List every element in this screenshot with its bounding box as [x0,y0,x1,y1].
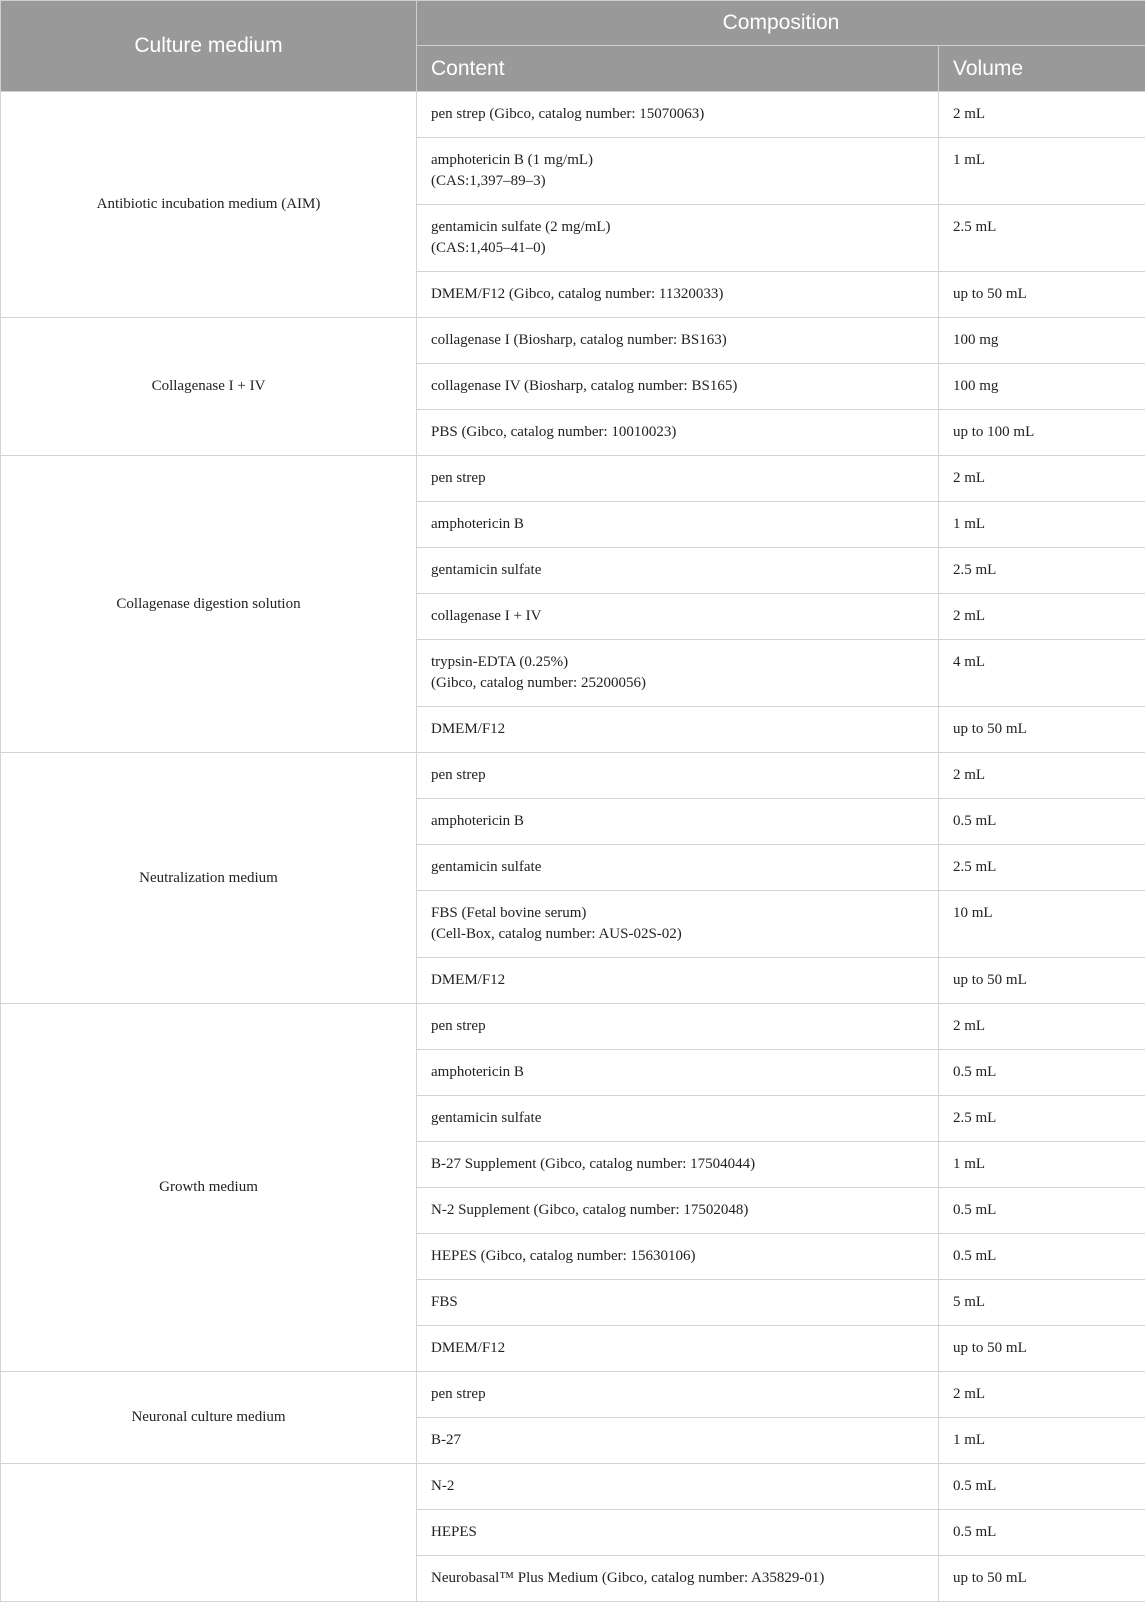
volume-cell: up to 50 mL [939,1326,1145,1372]
content-cell [417,958,939,1004]
table-row [1,318,1145,364]
content-cell [417,1004,939,1050]
volume-cell: 2 mL [939,594,1145,640]
volume-cell: 0.5 mL [939,1050,1145,1096]
content-text: FBS (Fetal bovine serum) [431,903,924,924]
content-cell [417,1096,939,1142]
content-text: DMEM/F12 (Gibco, catalog number: 11320033) [431,284,924,305]
content-text: pen strep [431,1384,924,1405]
content-cell [417,318,939,364]
volume-cell: up to 100 mL [939,410,1145,456]
table-header [1,1,1145,92]
content-cell [417,502,939,548]
volume-cell: 2 mL [939,1004,1145,1050]
volume-cell: up to 50 mL [939,1556,1145,1602]
culture-medium-name: Growth medium [1,1004,417,1372]
content-text: B-27 Supplement (Gibco, catalog number: 17504044) [431,1154,924,1175]
volume-cell: 2.5 mL [939,845,1145,891]
culture-medium-header: Culture medium [1,1,417,92]
content-text: N-2 Supplement (Gibco, catalog number: 17502048) [431,1200,924,1221]
content-text: N-2 [431,1476,924,1497]
culture-medium-name [1,1464,417,1602]
content-text: pen strep [431,1016,924,1037]
content-cell [417,640,939,707]
content-cell [417,1464,939,1510]
content-cell [417,1142,939,1188]
content-cell [417,799,939,845]
content-cell [417,753,939,799]
volume-cell: 2 mL [939,92,1145,138]
volume-cell: 0.5 mL [939,1464,1145,1510]
volume-cell: up to 50 mL [939,272,1145,318]
volume-cell: 1 mL [939,1418,1145,1464]
content-cell [417,1418,939,1464]
volume-header: Volume [939,46,1145,92]
content-text: amphotericin B [431,514,924,535]
content-text: DMEM/F12 [431,719,924,740]
table-row [1,456,1145,502]
content-text: FBS [431,1292,924,1313]
content-cell [417,1372,939,1418]
volume-cell: 2.5 mL [939,548,1145,594]
volume-cell: 0.5 mL [939,1188,1145,1234]
content-text: PBS (Gibco, catalog number: 10010023) [431,422,924,443]
content-cell [417,1510,939,1556]
content-text: collagenase I (Biosharp, catalog number: BS163) [431,330,924,351]
content-cell [417,1326,939,1372]
content-cell [417,594,939,640]
table-body [1,92,1145,1602]
content-text: (CAS:1,405–41–0) [431,238,924,259]
content-header: Content [417,46,939,92]
content-text: pen strep [431,765,924,786]
table-row [1,753,1145,799]
content-text: gentamicin sulfate [431,1108,924,1129]
content-text: gentamicin sulfate (2 mg/mL) [431,217,924,238]
content-cell [417,891,939,958]
content-cell [417,707,939,753]
table-row [1,1372,1145,1418]
content-cell [417,410,939,456]
content-cell [417,1050,939,1096]
content-text: (Gibco, catalog number: 25200056) [431,673,924,694]
content-text: collagenase I + IV [431,606,924,627]
volume-cell: 1 mL [939,1142,1145,1188]
table-row [1,92,1145,138]
content-cell [417,1188,939,1234]
volume-cell: 10 mL [939,891,1145,958]
volume-cell: 100 mg [939,364,1145,410]
content-cell [417,138,939,205]
volume-cell: 0.5 mL [939,1234,1145,1280]
content-cell [417,845,939,891]
volume-cell: up to 50 mL [939,707,1145,753]
content-cell [417,1556,939,1602]
content-text: B-27 [431,1430,924,1451]
volume-cell: 100 mg [939,318,1145,364]
volume-cell: 2 mL [939,753,1145,799]
volume-cell: 5 mL [939,1280,1145,1326]
volume-cell: 2.5 mL [939,205,1145,272]
content-cell [417,456,939,502]
content-text: (Cell-Box, catalog number: AUS-02S-02) [431,924,924,945]
content-text: trypsin-EDTA (0.25%) [431,652,924,673]
content-cell [417,205,939,272]
volume-cell: 4 mL [939,640,1145,707]
content-text: DMEM/F12 [431,970,924,991]
culture-medium-name: Antibiotic incubation medium (AIM) [1,92,417,318]
composition-header: Composition [417,1,1145,46]
content-text: HEPES (Gibco, catalog number: 15630106) [431,1246,924,1267]
content-text: amphotericin B [431,811,924,832]
content-text: HEPES [431,1522,924,1543]
content-cell [417,272,939,318]
content-text: pen strep (Gibco, catalog number: 15070063) [431,104,924,125]
content-cell [417,1234,939,1280]
content-text: DMEM/F12 [431,1338,924,1359]
table-row [1,1464,1145,1510]
culture-medium-name: Neuronal culture medium [1,1372,417,1464]
volume-cell: up to 50 mL [939,958,1145,1004]
content-text: amphotericin B [431,1062,924,1083]
volume-cell: 2.5 mL [939,1096,1145,1142]
table-row [1,1004,1145,1050]
volume-cell: 0.5 mL [939,1510,1145,1556]
content-cell [417,548,939,594]
volume-cell: 1 mL [939,502,1145,548]
content-text: (CAS:1,397–89–3) [431,171,924,192]
culture-medium-name: Neutralization medium [1,753,417,1004]
content-text: gentamicin sulfate [431,560,924,581]
content-cell [417,364,939,410]
content-text: gentamicin sulfate [431,857,924,878]
content-text: collagenase IV (Biosharp, catalog number: BS165) [431,376,924,397]
content-text: amphotericin B (1 mg/mL) [431,150,924,171]
content-cell [417,1280,939,1326]
volume-cell: 2 mL [939,1372,1145,1418]
content-text: pen strep [431,468,924,489]
volume-cell: 0.5 mL [939,799,1145,845]
content-text: Neurobasal™ Plus Medium (Gibco, catalog number: A35829-01) [431,1568,924,1589]
volume-cell: 1 mL [939,138,1145,205]
volume-cell: 2 mL [939,456,1145,502]
culture-medium-name: Collagenase digestion solution [1,456,417,753]
culture-medium-name: Collagenase I + IV [1,318,417,456]
content-cell [417,92,939,138]
